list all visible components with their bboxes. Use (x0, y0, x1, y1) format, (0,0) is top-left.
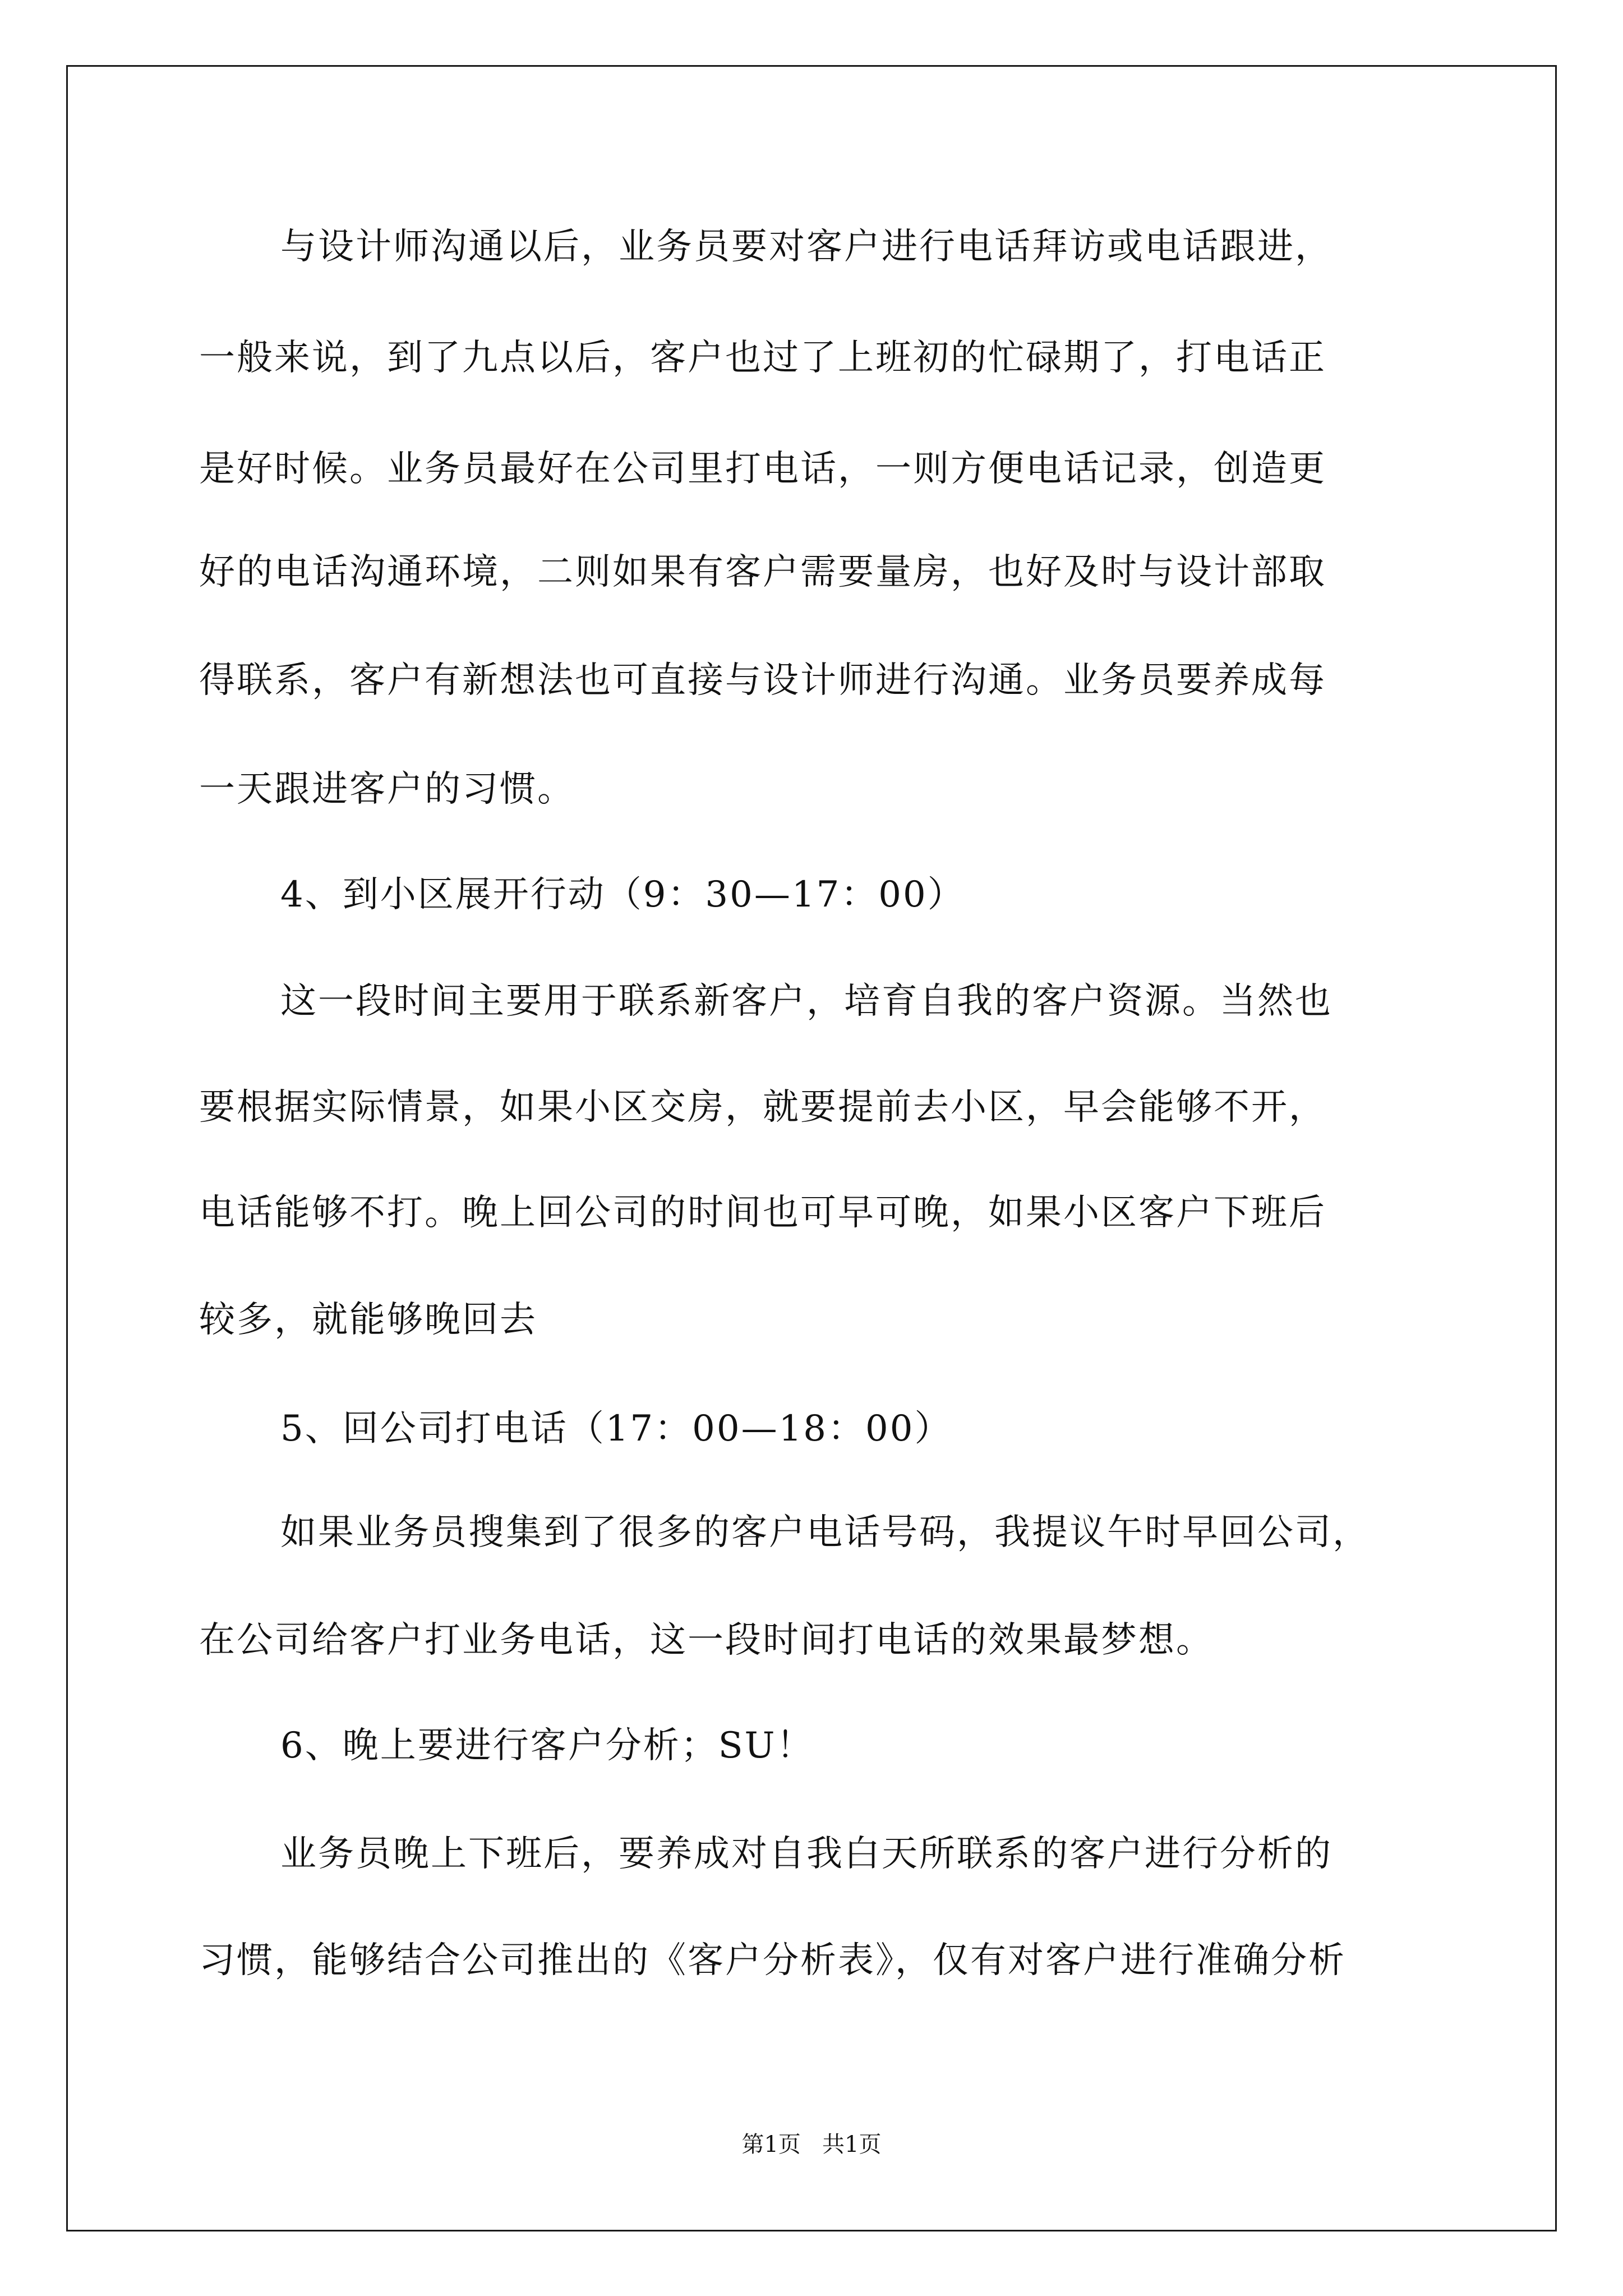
page-footer: 第1页 共1页 (741, 2132, 882, 2157)
text-line: 习惯，能够结合公司推出的《客户分析表》，仅有对客户进行准确分析 (199, 1940, 1346, 1981)
text-line: 如果业务员搜集到了很多的客户电话号码，我提议午时早回公司， (280, 1512, 1370, 1553)
text-line: 这一段时间主要用于联系新客户，培育自我的客户资源。当然也 (280, 981, 1332, 1022)
page-border (66, 65, 1557, 2231)
text-line: 一般来说，到了九点以后，客户也过了上班初的忙碌期了，打电话正 (199, 337, 1326, 379)
text-line: 得联系，客户有新想法也可直接与设计师进行沟通。业务员要养成每 (199, 660, 1326, 701)
text-line: 业务员晚上下班后，要养成对自我白天所联系的客户进行分析的 (280, 1833, 1332, 1875)
text-line: 较多，就能够晚回去 (199, 1299, 537, 1341)
text-line: 与设计师沟通以后，业务员要对客户进行电话拜访或电话跟进， (280, 226, 1332, 268)
text-line: 电话能够不打。晚上回公司的时间也可早可晚，如果小区客户下班后 (199, 1192, 1326, 1234)
section-heading: 5、回公司打电话（17：00—18：00） (280, 1408, 952, 1450)
section-heading: 4、到小区展开行动（9：30—17：00） (280, 874, 965, 915)
text-line: 一天跟进客户的习惯。 (199, 769, 575, 810)
section-heading: 6、晚上要进行客户分析；SU！ (280, 1725, 814, 1766)
text-line: 好的电话沟通环境，二则如果有客户需要量房，也好及时与设计部取 (199, 551, 1326, 593)
text-line: 是好时候。业务员最好在公司里打电话，一则方便电话记录，创造更 (199, 448, 1326, 490)
text-line: 要根据实际情景，如果小区交房，就要提前去小区，早会能够不开， (199, 1087, 1326, 1128)
text-line: 在公司给客户打业务电话，这一段时间打电话的效果最梦想。 (199, 1619, 1214, 1661)
